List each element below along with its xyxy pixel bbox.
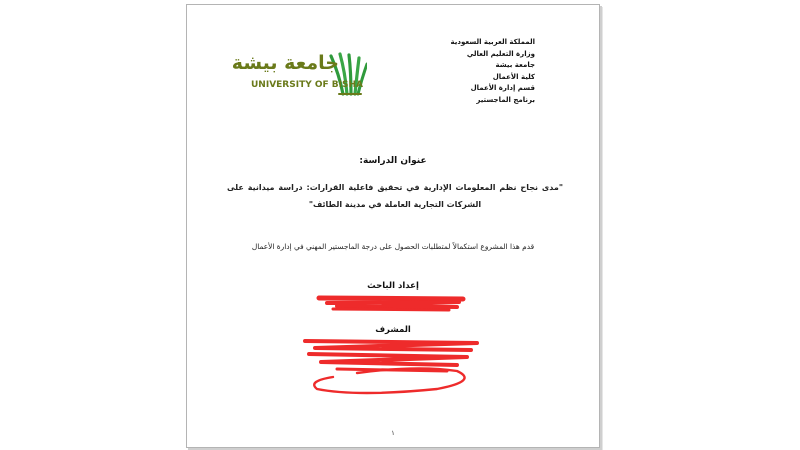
redaction-scribble-supervisor [187, 5, 601, 449]
logo-arabic-text: جامعة بيشة [231, 52, 339, 74]
page-number: ١ [391, 429, 395, 437]
header-line: قسم إدارة الأعمال [470, 84, 535, 93]
header-line: برنامج الماجستير [476, 95, 535, 104]
logo-english-text: UNIVERSITY OF BISHA [251, 80, 363, 90]
header-line: وزارة التعليم العالي [466, 49, 535, 58]
study-title-label: عنوان الدراسة: [359, 156, 427, 166]
study-title: "مدى نجاح نظم المعلومات الإدارية في تحقيق فاعلية القرارات: دراسة ميدانية على الشركات التجارية العاملة في مدينة الطائف" [227, 183, 563, 209]
submission-statement: قدم هذا المشروع استكمالاً لمتطلبات الحصول على درجة الماجستير المهني في إدارة الأعمال [251, 242, 535, 251]
document-page [186, 4, 600, 448]
header-line: جامعة بيشة [495, 61, 535, 70]
header-line: كلية الأعمال [492, 72, 535, 81]
header-line: المملكة العربية السعودية [450, 38, 535, 46]
supervisor-label: المشرف [375, 325, 411, 335]
researcher-label: إعداد الباحث [367, 281, 419, 291]
